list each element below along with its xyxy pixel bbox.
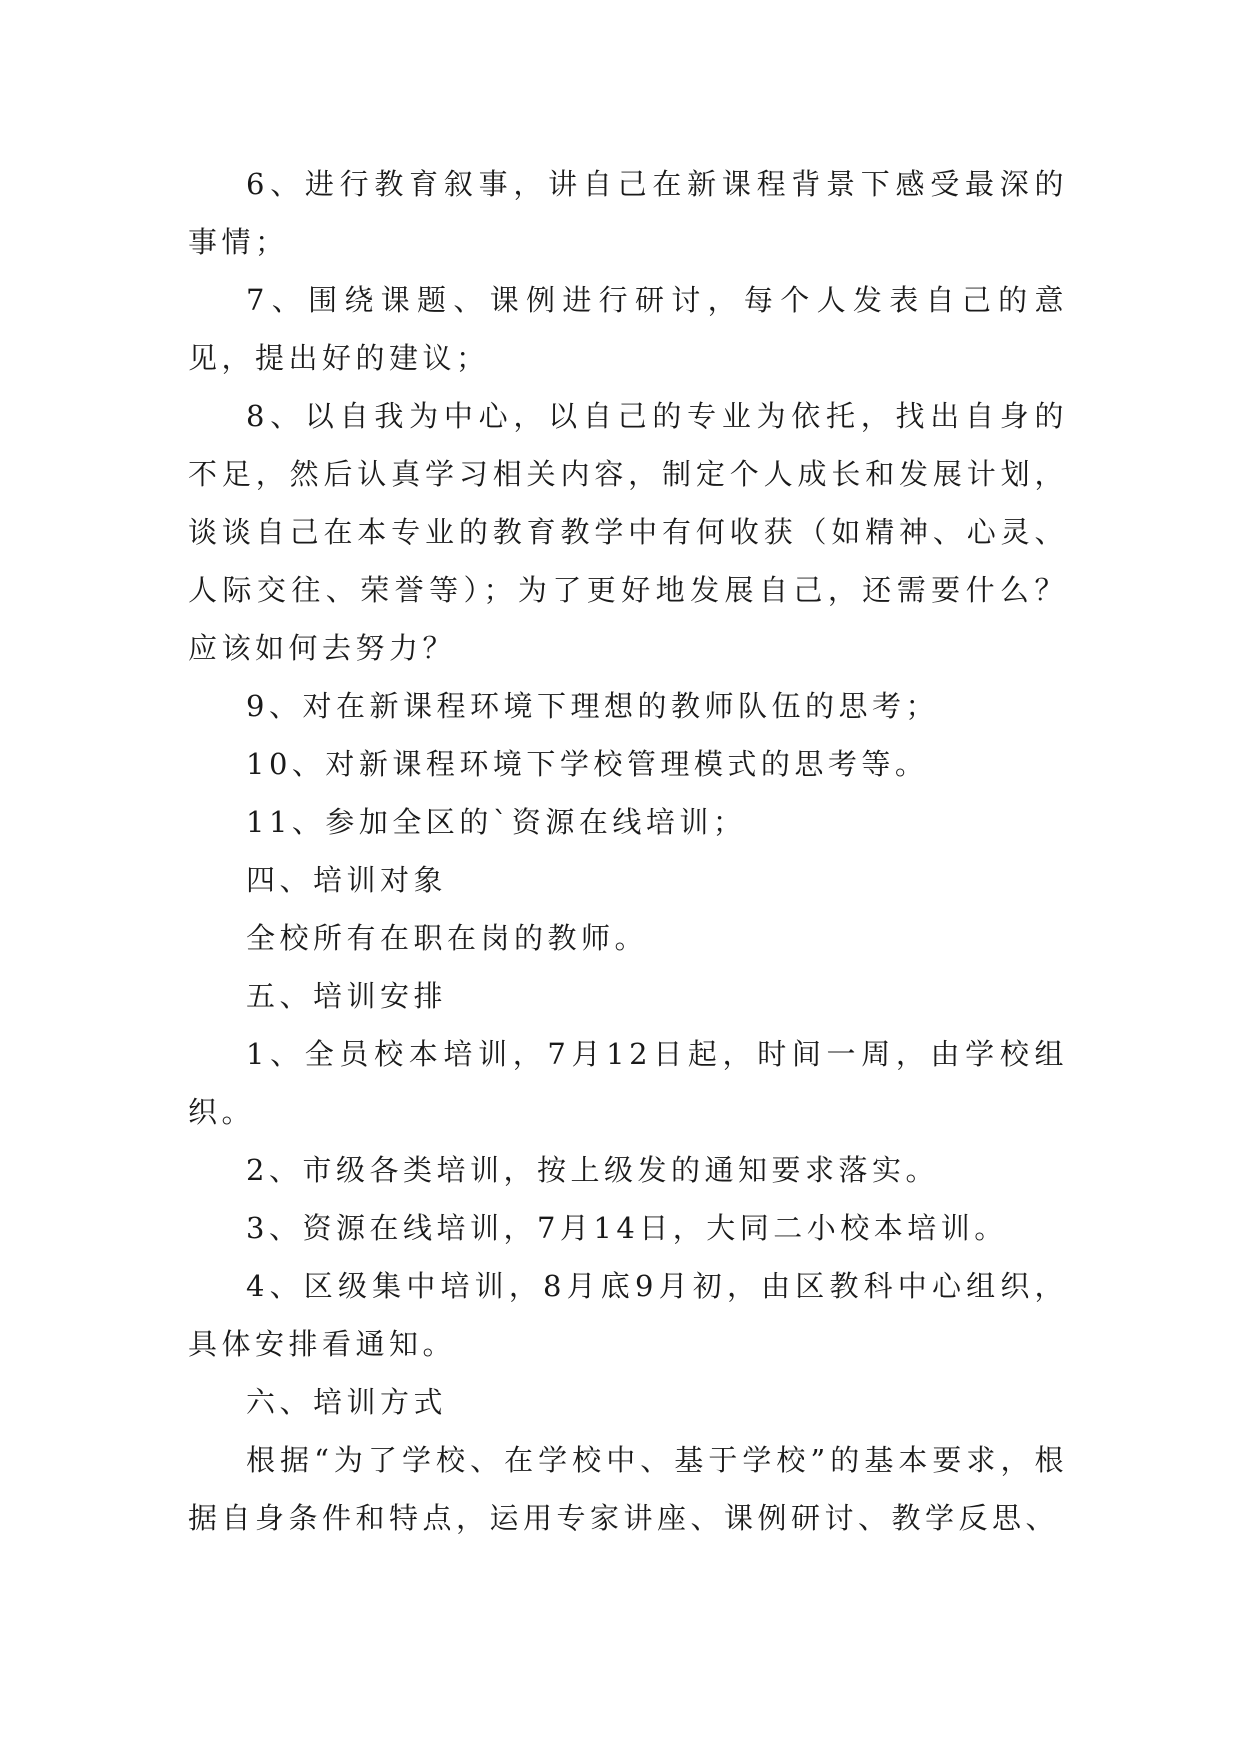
section-heading-training-targets: 四、培训对象 bbox=[246, 863, 448, 897]
section-heading-training-schedule: 五、培训安排 bbox=[246, 979, 448, 1013]
paragraph-item-10: 10、对新课程环境下学校管理模式的思考等。 bbox=[246, 747, 929, 781]
paragraph-item-7: 7、围绕课题、课例进行研讨，每个人发表自己的意见，提出好的建议； bbox=[188, 283, 1068, 375]
paragraph-training-targets: 全校所有在职在岗的教师。 bbox=[246, 921, 649, 955]
paragraph-training-method: 根据“为了学校、在学校中、基于学校”的基本要求，根据自身条件和特点，运用专家讲座、课例研讨、教学反思、 bbox=[188, 1443, 1068, 1535]
paragraph-schedule-4: 4、区级集中培训，8月底9月初，由区教科中心组织，具体安排看通知。 bbox=[188, 1269, 1068, 1361]
paragraph-schedule-1: 1、全员校本培训，7月12日起，时间一周，由学校组织。 bbox=[188, 1037, 1068, 1129]
paragraph-item-9: 9、对在新课程环境下理想的教师队伍的思考； bbox=[246, 689, 939, 723]
paragraph-item-11: 11、参加全区的`资源在线培训； bbox=[246, 805, 747, 839]
section-heading-training-method: 六、培训方式 bbox=[246, 1385, 448, 1419]
paragraph-item-8: 8、以自我为中心，以自己的专业为依托，找出自身的不足，然后认真学习相关内容，制定个人成长和发展计划，谈谈自己在本专业的教育教学中有何收获（如精神、心灵、人际交往、荣誉等）；为了更好地发展自己，还需要什么？应该如何去努力？ bbox=[188, 399, 1068, 665]
paragraph-item-6: 6、进行教育叙事，讲自己在新课程背景下感受最深的事情； bbox=[188, 167, 1068, 259]
paragraph-schedule-3: 3、资源在线培训，7月14日，大同二小校本培训。 bbox=[246, 1211, 1008, 1245]
paragraph-schedule-2: 2、市级各类培训，按上级发的通知要求落实。 bbox=[246, 1153, 939, 1187]
document-body bbox=[188, 155, 1068, 1547]
